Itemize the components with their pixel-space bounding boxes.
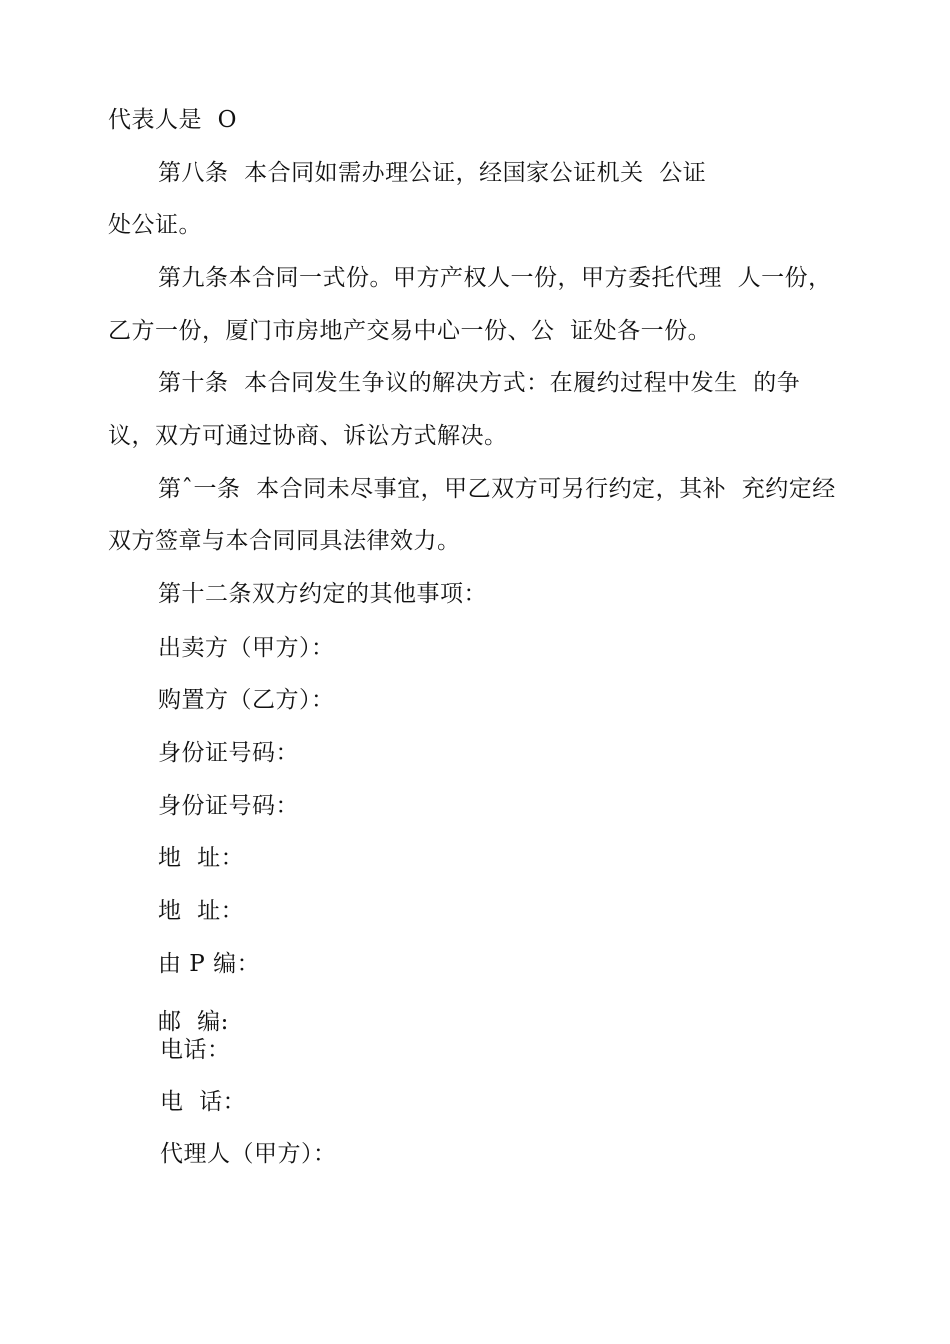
seller-address-label: 地 址：	[158, 845, 245, 871]
seller-postcode-label: 由 P 编：	[158, 951, 261, 977]
buyer-id-number-label: 身份证号码：	[158, 793, 299, 819]
buyer-phone-label: 电 话：	[160, 1089, 247, 1115]
buyer-label: 购置方（乙方）：	[158, 687, 335, 713]
article-10-line-1: 第十条 本合同发生争议的解决方式：在履约过程中发生 的争	[158, 370, 801, 396]
article-12-line: 第十二条双方约定的其他事项：	[158, 581, 487, 607]
article-9-line-2: 乙方一份，厦门市房地产交易中心一份、公 证处各一份。	[108, 318, 712, 344]
seller-label: 出卖方（甲方）：	[158, 635, 335, 661]
buyer-postcode-label: 邮 编:	[158, 1009, 229, 1035]
seller-id-number-label: 身份证号码：	[158, 740, 299, 766]
article-11-line-2: 双方签章与本合同同具法律效力。	[108, 528, 461, 554]
article-8-line-2: 处公证。	[108, 212, 202, 238]
representative-line: 代表人是 O	[108, 107, 237, 133]
article-10-line-2: 议，双方可通过协商、诉讼方式解决。	[108, 423, 508, 449]
seller-phone-label: 电话：	[160, 1037, 231, 1063]
article-9-line-1: 第九条本合同一式份。甲方产权人一份，甲方委托代理 人一份，	[158, 265, 832, 291]
seller-agent-label: 代理人（甲方）：	[160, 1141, 337, 1167]
buyer-address-label: 地 址：	[158, 898, 245, 924]
article-8-line-1: 第八条 本合同如需办理公证，经国家公证机关 公证	[158, 160, 707, 186]
article-11-line-1: 第ˆ一条 本合同未尽事宜，甲乙双方可另行约定，其补 充约定经	[158, 476, 836, 502]
